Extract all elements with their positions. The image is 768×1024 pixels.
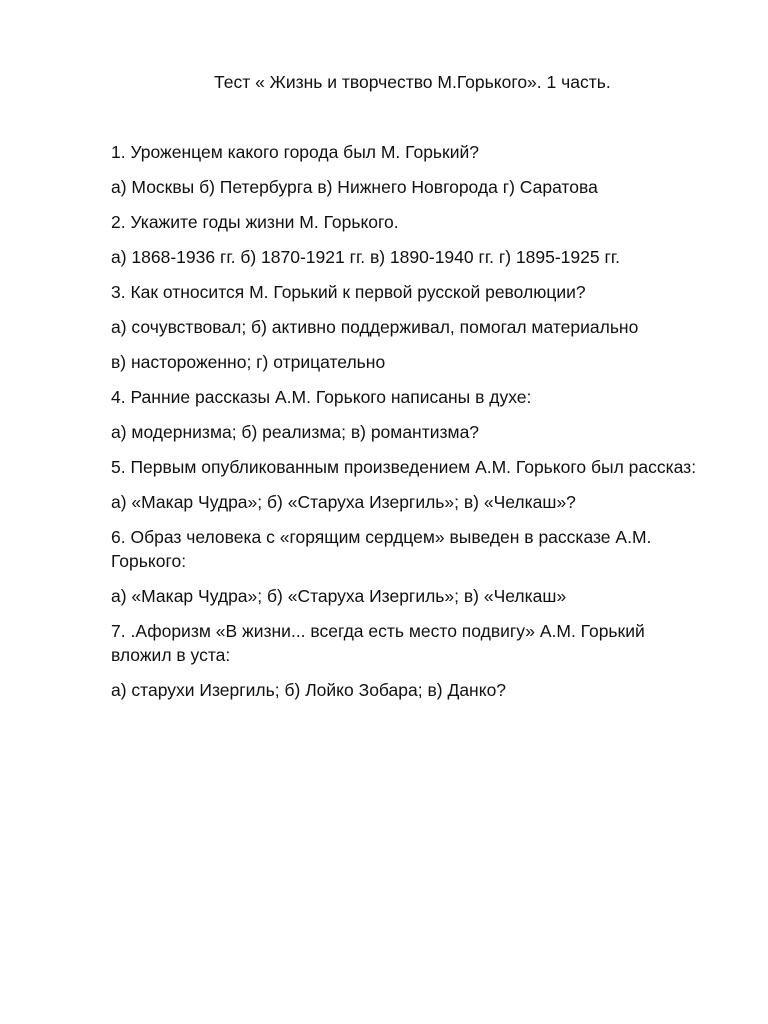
question-6: 6. Образ человека с «горящим сердцем» выведен в рассказе А.М. Горького: (111, 527, 652, 571)
question-1: 1. Уроженцем какого города был М. Горький? (111, 142, 479, 162)
answer-options-4: а) модернизма; б) реализма; в) романтизма? (111, 422, 480, 442)
test-questions (111, 140, 701, 713)
answer-options-3b: в) настороженно; г) отрицательно (111, 352, 386, 372)
document-title: Тест « Жизнь и творчество М.Горького». 1 часть. (214, 72, 611, 92)
answer-options-7: а) старухи Изергиль; б) Лойко Зобара; в) Данко? (111, 680, 507, 700)
question-4: 4. Ранние рассказы А.М. Горького написаны в духе: (111, 387, 532, 407)
question-2: 2. Укажите годы жизни М. Горького. (111, 212, 399, 232)
question-7: 7. .Афоризм «В жизни... всегда есть место подвигу» А.М. Горький вложил в уста: (111, 621, 645, 665)
answer-options-6: а) «Макар Чудра»; б) «Старуха Изергиль»; в) «Челкаш» (111, 586, 567, 606)
answer-options-5: а) «Макар Чудра»; б) «Старуха Изергиль»; в) «Челкаш»? (111, 492, 576, 512)
answer-options-1: а) Москвы б) Петербурга в) Нижнего Новгорода г) Саратова (111, 177, 598, 197)
question-3: 3. Как относится М. Горький к первой русской революции? (111, 282, 586, 302)
question-5: 5. Первым опубликованным произведением А.М. Горького был рассказ: (111, 457, 697, 477)
answer-options-3a: а) сочувствовал; б) активно поддерживал, помогал материально (111, 317, 639, 337)
answer-options-2: а) 1868-1936 гг. б) 1870-1921 гг. в) 1890-1940 гг. г) 1895-1925 гг. (111, 247, 620, 267)
